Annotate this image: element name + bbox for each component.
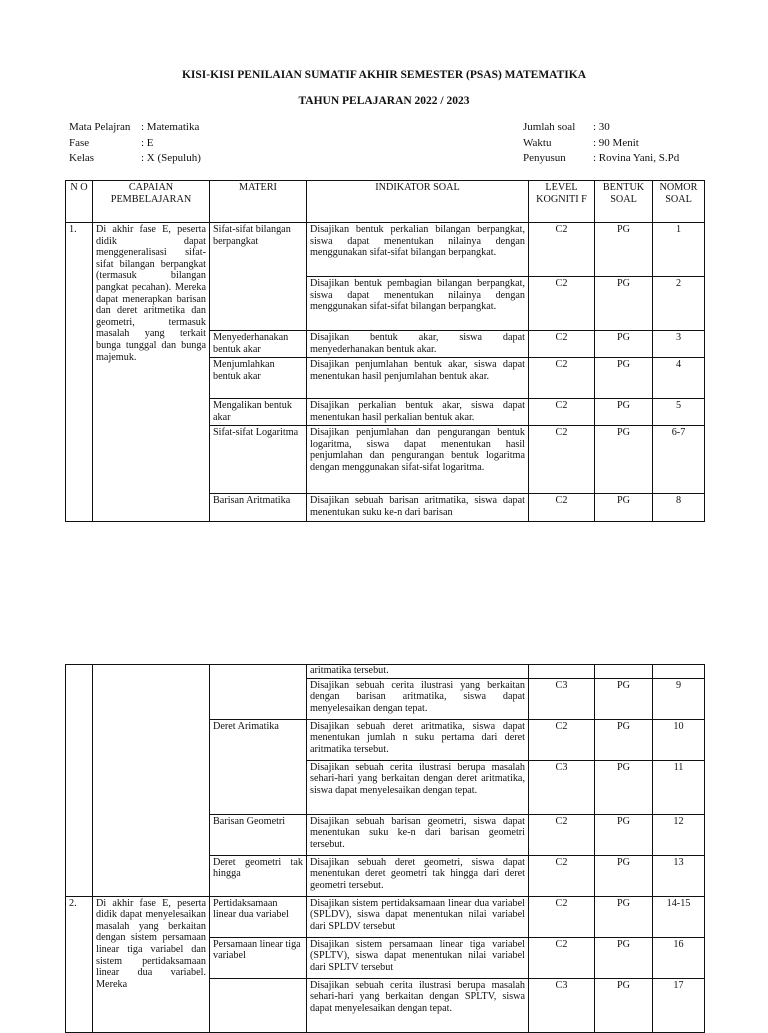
nomor-cell: 4 [653, 358, 705, 399]
bentuk-cell: PG [595, 426, 653, 494]
indikator-cell: Disajikan sebuah barisan aritmatika, siswa dapat menentukan suku ke-n dari barisan [307, 494, 529, 522]
level-cell: C2 [529, 426, 595, 494]
bentuk-cell: PG [595, 896, 653, 937]
row-number: 2. [66, 896, 93, 1032]
level-cell: C2 [529, 719, 595, 760]
indikator-cell: Disajikan perkalian bentuk akar, siswa dapat menentukan hasil perkalian bentuk akar. [307, 399, 529, 426]
bentuk-cell: PG [595, 277, 653, 331]
bentuk-cell: PG [595, 358, 653, 399]
materi-cell [210, 665, 307, 720]
indikator-cell: aritmatika tersebut. [307, 665, 529, 679]
row-number [66, 665, 93, 897]
nomor-cell: 8 [653, 494, 705, 522]
nomor-cell [653, 665, 705, 679]
indikator-cell: Disajikan sistem pertidaksamaan linear dua variabel (SPLDV), siswa dapat menentukan nilai variabel dari SPLDV tersebut [307, 896, 529, 937]
indikator-cell: Disajikan penjumlahan dan pengurangan bentuk logaritma, siswa dapat menentukan hasil penjumlahan dan pengurangan bentuk logaritma dengan menggunakan sifat-sifat logaritma. [307, 426, 529, 494]
kisi-table-1 [65, 180, 705, 522]
nomor-cell: 2 [653, 277, 705, 331]
indikator-cell: Disajikan sebuah barisan geometri, siswa dapat menentukan suku ke-n dari barisan geometri tersebut. [307, 814, 529, 855]
indikator-cell: Disajikan penjumlahan bentuk akar, siswa dapat menentukan hasil penjumlahan bentuk akar. [307, 358, 529, 399]
level-cell: C2 [529, 896, 595, 937]
materi-cell: Deret geometri tak hingga [210, 855, 307, 896]
bentuk-cell: PG [595, 331, 653, 358]
bentuk-cell: PG [595, 399, 653, 426]
indikator-cell: Disajikan bentuk akar, siswa dapat menyederhanakan bentuk akar. [307, 331, 529, 358]
meta-label: Kelas [69, 152, 95, 164]
meta-value: : E [141, 136, 154, 149]
materi-cell: Deret Arimatika [210, 719, 307, 814]
table-row [66, 896, 705, 937]
level-cell: C2 [529, 814, 595, 855]
capaian-cell: Di akhir fase E, peserta didik dapat menggeneralisasi sifat-sifat bilangan berpangkat (termasuk bilangan pangkat pecahan). Mereka dapat menerapkan barisan dan deret aritmetika dan geometri, termasuk masalah yang terkait bunga tunggal dan bunga majemuk. [93, 223, 210, 522]
meta-label: Fase [69, 136, 90, 149]
bentuk-cell: PG [595, 937, 653, 978]
bentuk-cell: PG [595, 678, 653, 719]
table-header-row [66, 181, 705, 223]
nomor-cell: 12 [653, 814, 705, 855]
level-cell: C3 [529, 978, 595, 1032]
table-row [66, 665, 705, 679]
nomor-cell: 1 [653, 223, 705, 277]
materi-cell: Barisan Aritmatika [210, 494, 307, 522]
nomor-cell: 17 [653, 978, 705, 1032]
meta-label: Waktu [523, 136, 552, 149]
column-header: NOMOR SOAL [653, 181, 705, 223]
column-header: CAPAIAN PEMBELAJARAN [93, 181, 210, 223]
table-row [66, 223, 705, 277]
nomor-cell: 11 [653, 760, 705, 814]
materi-cell: Mengalikan bentuk akar [210, 399, 307, 426]
document-subtitle: TAHUN PELAJARAN 2022 / 2023 [298, 95, 470, 107]
materi-cell: Menyederhanakan bentuk akar [210, 331, 307, 358]
nomor-cell: 6-7 [653, 426, 705, 494]
bentuk-cell: PG [595, 223, 653, 277]
column-header: BENTUK SOAL [595, 181, 653, 223]
indikator-cell: Disajikan bentuk pembagian bilangan berpangkat, siswa dapat menentukan nilainya dengan menggunakan sifat-sifat bilangan berpangkat. [307, 277, 529, 331]
nomor-cell: 16 [653, 937, 705, 978]
indikator-cell: Disajikan bentuk perkalian bilangan berpangkat, siswa dapat menentukan nilainya dengan menggunakan sifat-sifat bilangan berpangkat. [307, 223, 529, 277]
indikator-cell: Disajikan sebuah cerita ilustrasi berupa masalah sehari-hari yang berkaitan dengan deret aritmatika, siswa dapat menyelesaikan dengan tepat. [307, 760, 529, 814]
meta-right [523, 120, 679, 167]
column-header: N O [66, 181, 93, 223]
meta-label: Jumlah soal [523, 121, 576, 133]
column-header: LEVEL KOGNITI F [529, 181, 595, 223]
kisi-table-2 [65, 664, 705, 1033]
materi-cell: Pertidaksamaan linear dua variabel [210, 896, 307, 937]
meta-label: Penyusun [523, 152, 566, 164]
bentuk-cell: PG [595, 978, 653, 1032]
bentuk-cell: PG [595, 760, 653, 814]
level-cell [529, 665, 595, 679]
indikator-cell: Disajikan sebuah cerita ilustrasi berupa masalah sehari-hari yang berkaitan dengan SPLTV, siswa dapat menyelesaikan dengan tepat. [307, 978, 529, 1032]
indikator-cell: Disajikan sebuah cerita ilustrasi yang berkaitan dengan barisan aritmatika, siswa dapat menyelesaikan dengan tepat. [307, 678, 529, 719]
level-cell: C2 [529, 937, 595, 978]
nomor-cell: 14-15 [653, 896, 705, 937]
level-cell: C2 [529, 223, 595, 277]
level-cell: C2 [529, 494, 595, 522]
meta-value: : 90 Menit [593, 136, 639, 149]
level-cell: C3 [529, 760, 595, 814]
meta-value: : Rovina Yani, S.Pd [593, 152, 680, 164]
nomor-cell: 10 [653, 719, 705, 760]
meta-left [69, 120, 201, 167]
document-title: KISI-KISI PENILAIAN SUMATIF AKHIR SEMESTER (PSAS) MATEMATIKA [181, 69, 587, 81]
bentuk-cell: PG [595, 814, 653, 855]
nomor-cell: 9 [653, 678, 705, 719]
indikator-cell: Disajikan sistem persamaan linear tiga variabel (SPLTV), siswa dapat menentukan nilai variabel dari SPLTV tersebut [307, 937, 529, 978]
nomor-cell: 13 [653, 855, 705, 896]
materi-cell: Menjumlahkan bentuk akar [210, 358, 307, 399]
level-cell: C2 [529, 331, 595, 358]
indikator-cell: Disajikan sebuah deret aritmatika, siswa dapat menentukan jumlah n suku pertama dari deret aritmatika tersebut. [307, 719, 529, 760]
column-header: INDIKATOR SOAL [307, 181, 529, 223]
level-cell: C2 [529, 277, 595, 331]
meta-value: : X (Sepuluh) [141, 152, 201, 164]
meta-label: Mata Pelajran [69, 121, 131, 133]
meta-value: : 30 [593, 121, 610, 133]
nomor-cell: 3 [653, 331, 705, 358]
bentuk-cell: PG [595, 719, 653, 760]
bentuk-cell [595, 665, 653, 679]
level-cell: C3 [529, 678, 595, 719]
level-cell: C2 [529, 855, 595, 896]
row-number: 1. [66, 223, 93, 522]
level-cell: C2 [529, 399, 595, 426]
materi-cell: Sifat-sifat Logaritma [210, 426, 307, 494]
level-cell: C2 [529, 358, 595, 399]
meta-value: : Matematika [141, 121, 200, 133]
capaian-cell [93, 665, 210, 897]
nomor-cell: 5 [653, 399, 705, 426]
capaian-cell: Di akhir fase E, peserta didik dapat menyelesaikan masalah yang berkaitan dengan sistem persamaan linear tiga variabel dan sistem pertidaksamaan linear dua variabel. Mereka [93, 896, 210, 1032]
bentuk-cell: PG [595, 855, 653, 896]
materi-cell: Barisan Geometri [210, 814, 307, 855]
materi-cell: Sifat-sifat bilangan berpangkat [210, 223, 307, 331]
column-header: MATERI [210, 181, 307, 223]
materi-cell: Persamaan linear tiga variabel [210, 937, 307, 978]
bentuk-cell: PG [595, 494, 653, 522]
indikator-cell: Disajikan sebuah deret geometri, siswa dapat menentukan deret geometri tak hingga dari deret geometri tersebut. [307, 855, 529, 896]
